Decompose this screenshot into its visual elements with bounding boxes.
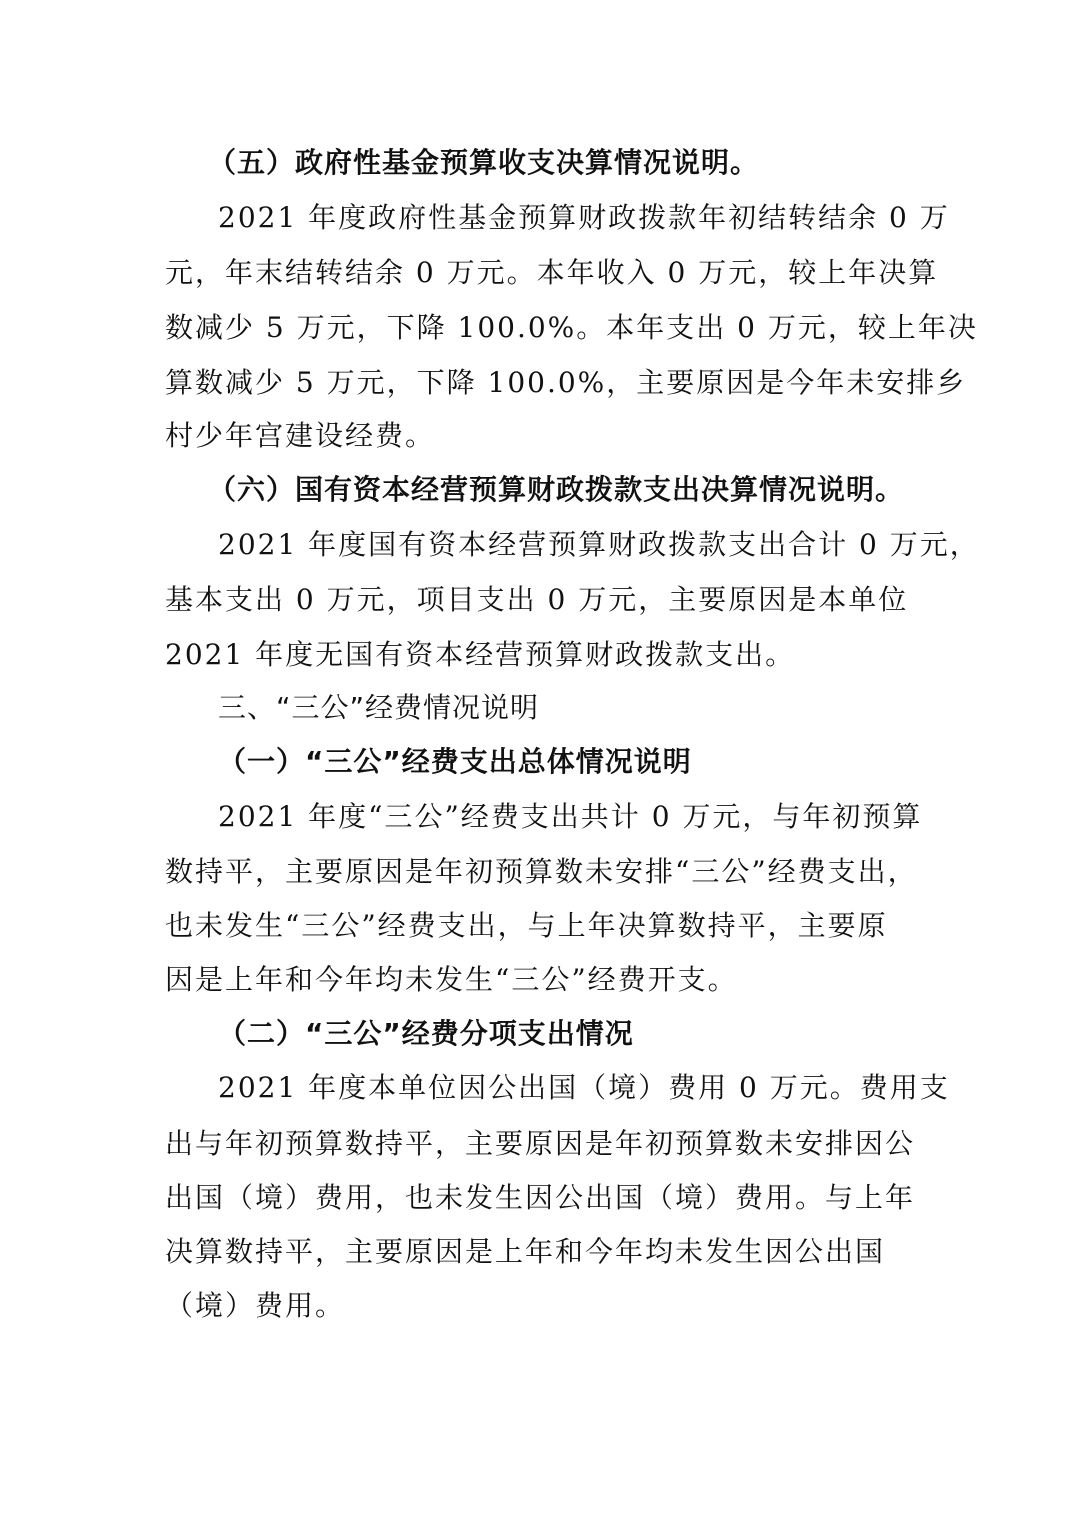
paragraph-line: 因是上年和今年均未发生“三公”经费开支。 (165, 963, 738, 996)
section-heading-sub-2: （二）“三公”经费分项支出情况 (218, 1017, 634, 1050)
paragraph-line: 基本支出 0 万元，项目支出 0 万元，主要原因是本单位 (165, 583, 909, 616)
paragraph-line: 2021 年度国有资本经营预算财政拨款支出合计 0 万元， (218, 528, 980, 561)
section-heading-6: （六）国有资本经营预算财政拨款支出决算情况说明。 (208, 473, 905, 506)
paragraph-line: 数减少 5 万元，下降 100.0%。本年支出 0 万元，较上年决 (165, 311, 978, 344)
section-heading-5: （五）政府性基金预算收支决算情况说明。 (208, 146, 760, 179)
paragraph-line: 算数减少 5 万元，下降 100.0%，主要原因是今年未安排乡 (165, 366, 967, 399)
paragraph-line: （境）费用。 (165, 1289, 346, 1322)
paragraph-line: 决算数持平，主要原因是上年和今年均未发生因公出国 (165, 1235, 886, 1268)
paragraph-line: 村少年宫建设经费。 (165, 419, 436, 452)
paragraph-line: 也未发生“三公”经费支出，与上年决算数持平，主要原 (165, 909, 888, 942)
paragraph-line: 2021 年度无国有资本经营预算财政拨款支出。 (165, 638, 796, 671)
paragraph-line: 2021 年度本单位因公出国（境）费用 0 万元。费用支 (218, 1071, 950, 1104)
paragraph-line: 出与年初预算数持平，主要原因是年初预算数未安排因公 (165, 1127, 916, 1160)
paragraph-line: 2021 年度政府性基金预算财政拨款年初结转结余 0 万 (218, 201, 950, 234)
paragraph-line: 出国（境）费用，也未发生因公出国（境）费用。与上年 (165, 1181, 916, 1214)
paragraph-line: 2021 年度“三公”经费支出共计 0 万元，与年初预算 (218, 800, 923, 833)
paragraph-line: 数持平，主要原因是年初预算数未安排“三公”经费支出， (165, 855, 918, 888)
section-heading-sub-1: （一）“三公”经费支出总体情况说明 (218, 745, 692, 778)
paragraph-line: 元，年末结转结余 0 万元。本年收入 0 万元，较上年决算 (165, 256, 939, 289)
section-title-three: 三、“三公”经费情况说明 (218, 691, 540, 724)
